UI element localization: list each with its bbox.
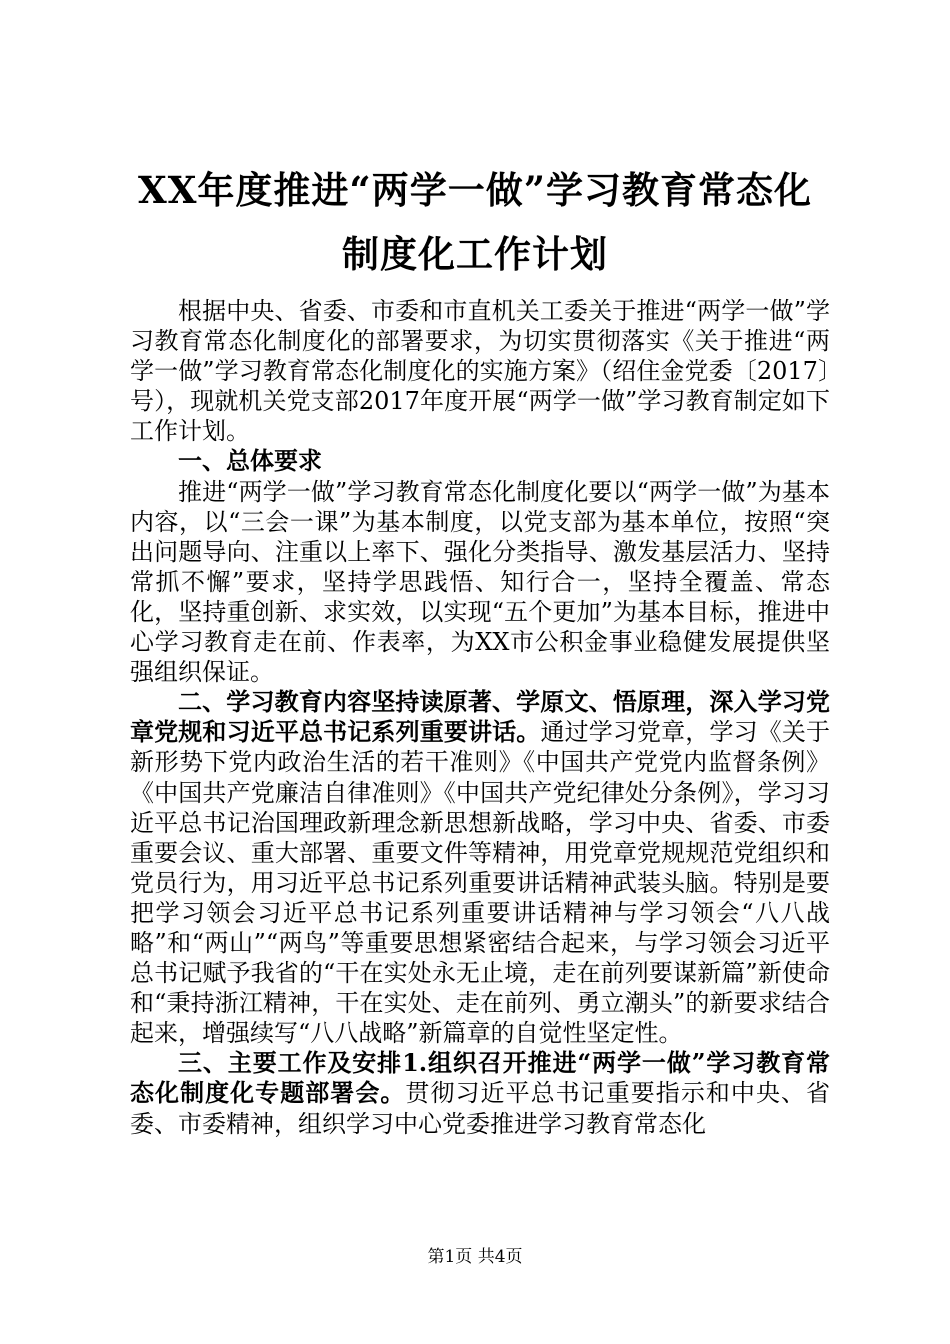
paragraph-text: 根据中央、省委、市委和市直机关工委关于推进“两学一做”学习教育常态化制度化的部署要求，为切实贯彻落实《关于推进“两学一做”学习教育常态化制度化的实施方案》（绍住金党委〔2017〕号），现就机关党支部2017年度开展“两学一做”学习教育制定如下工作计划。 — [130, 297, 830, 446]
paragraph-text: 贯彻习近平总书记重要指示和中央、省委、市委精神，组织学习中心党委推进学习教育常态化 — [130, 1079, 831, 1138]
document-title: XX年度推进“两学一做”学习教育常态化制度化工作计划 — [138, 168, 812, 276]
section-heading: 三、主要工作及安排1.组织召开推进“两学一做”学习教育常态化制度化专题部署会。 — [130, 1048, 830, 1108]
paragraph-text: 推进“两学一做”学习教育常态化制度化要以“两学一做”为基本内容，以“三会一课”为基本制度，以党支部为基本单位，按照“突出问题导向、注重以上率下、强化分类指导、激发基层活力、坚持常抓不懈”要求，坚持学思践悟、知行合一，坚持全覆盖、常态化，坚持重创新、求实效，以实现“五个更加”为基本目标，推进中心学习教育走在前、作表率，为XX市公积金事业稳健发展提供坚强组织保证。 — [130, 477, 830, 687]
document-body — [130, 296, 830, 1139]
paragraph-general-requirements — [130, 477, 830, 688]
section-heading: 二、学习教育内容坚持读原著、学原文、悟原理，深入学习党章党规和习近平总书记系列重要讲话。 — [130, 687, 830, 747]
section-heading: 一、总体要求 — [178, 446, 322, 476]
paragraph-main-work — [130, 1048, 830, 1138]
paragraph-study-content — [130, 687, 830, 1048]
paragraph-text: 通过学习党章，学习《关于新形势下党内政治生活的若干准则》《中国共产党党内监督条例》《中国共产党廉洁自律准则》《中国共产党纪律处分条例》，学习习近平总书记治国理政新理念新思想新战略，学习中央、省委、市委重要会议、重大部署、重要文件等精神，用党章党规规范党组织和党员行为，用习近平总书记系列重要讲话精神武装头脑。特别是要把学习领会习近平总书记系列重要讲话精神与学习领会“八八战略”和“两山”“两鸟”等重要思想紧密结合起来，与学习领会习近平总书记赋予我省的“干在实处永无止境，走在前列要谋新篇”新使命和“秉持浙江精神，干在实处、走在前列、勇立潮头”的新要求结合起来，增强续写“八八战略”新篇章的自觉性坚定性。 — [130, 718, 831, 1048]
page-footer: 第1页 共4页 — [427, 1247, 523, 1267]
paragraph-intro — [130, 296, 830, 446]
heading-general-requirements — [130, 446, 830, 476]
